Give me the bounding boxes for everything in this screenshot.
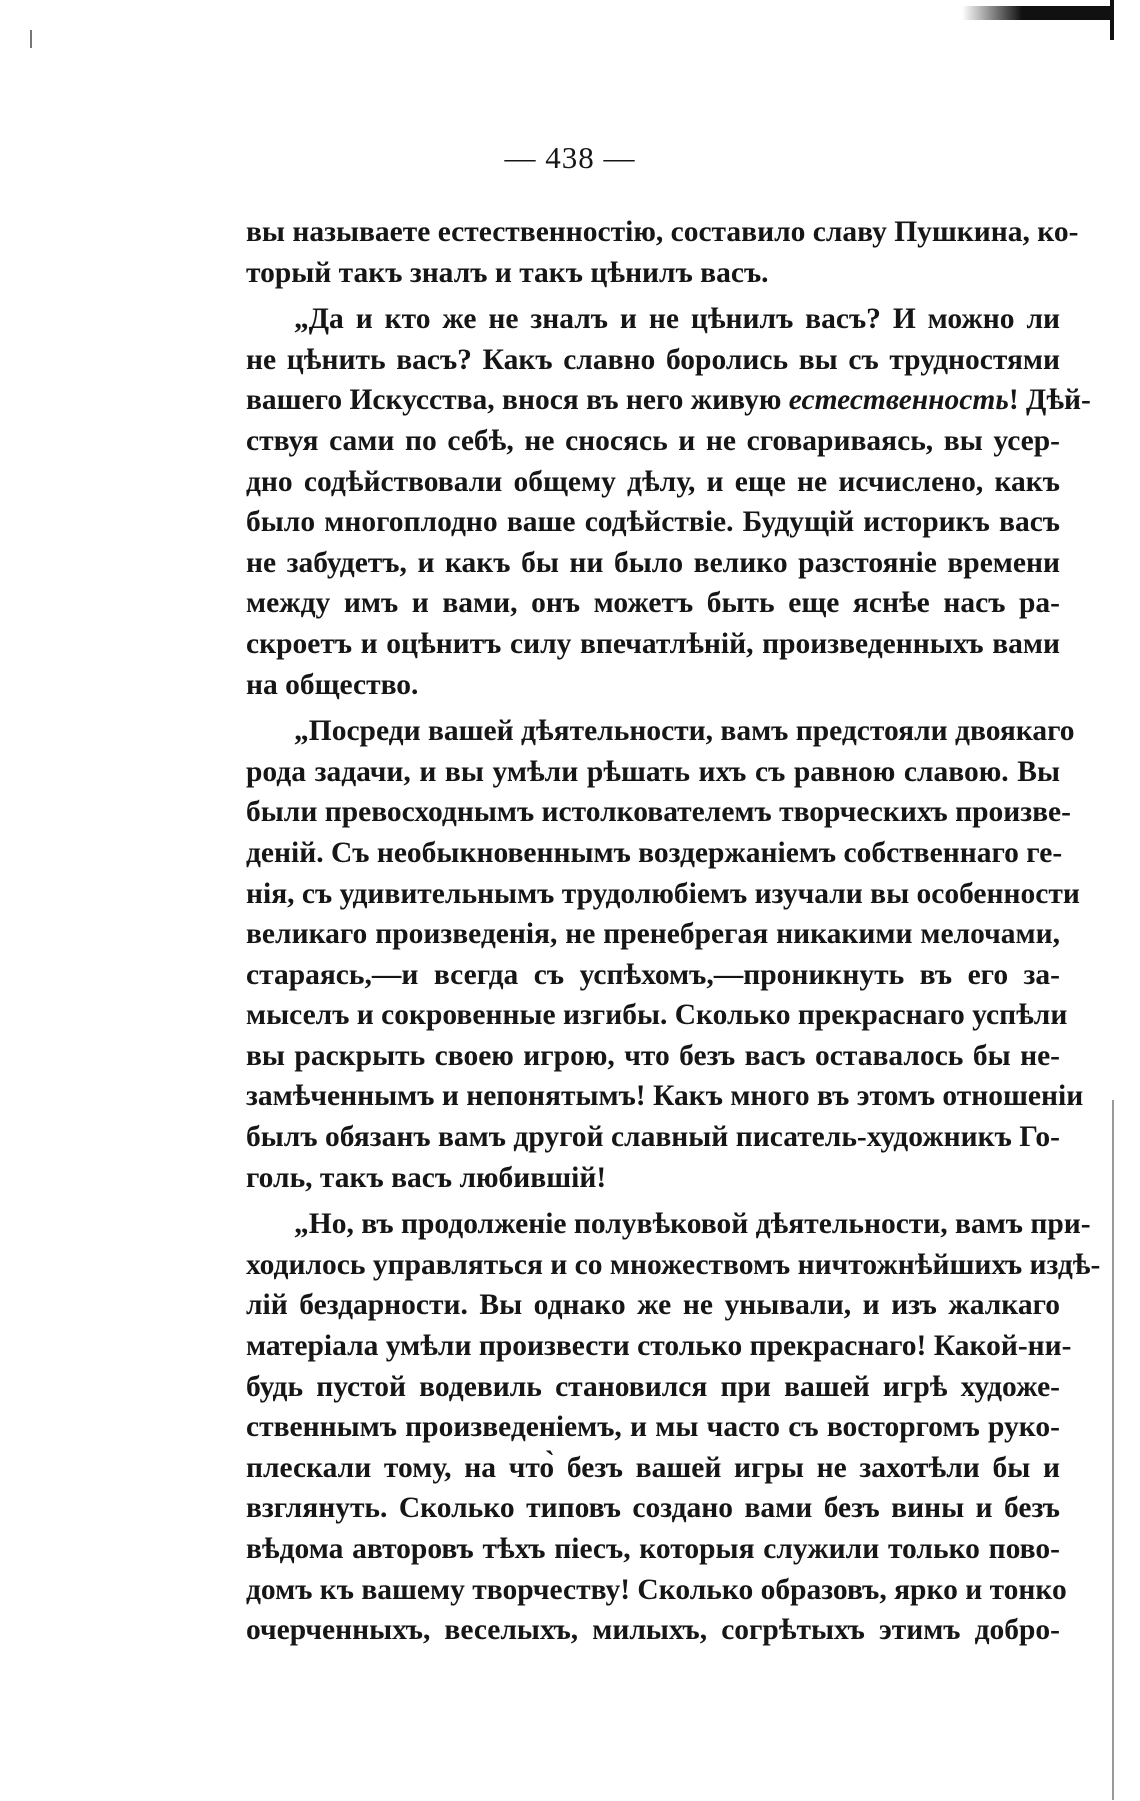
text-line-content: „Но, въ продолженіе полувѣковой дѣятельности, вамъ при- — [294, 1208, 1091, 1241]
text-line-content: рода задачи, и вы умѣли рѣшать ихъ съ равною славою. Вы — [246, 755, 1060, 788]
text-line — [246, 543, 1060, 584]
scan-artifact — [30, 30, 32, 48]
text-line — [246, 955, 1060, 996]
text-line-content: ственнымъ произведеніемъ, и мы часто съ восторгомъ руко- — [246, 1411, 1060, 1444]
text-line — [246, 792, 1071, 833]
text-line-content: скроетъ и оцѣнитъ силу впечатлѣній, произведенныхъ вами — [246, 627, 1060, 660]
text-line-content: „Посреди вашей дѣятельности, вамъ предстояли двоякаго — [294, 715, 1075, 748]
text-line-content: не забудетъ, и какъ бы ни было велико разстояніе времени — [246, 546, 1060, 579]
text-line-content: не цѣнить васъ? Какъ славно боролись вы съ трудностями — [246, 343, 1060, 376]
text-line-content: вы раскрыть своею игрою, что безъ васъ оставалось бы не- — [246, 1039, 1060, 1072]
text-line-content: замѣченнымъ и непонятымъ! Какъ много въ этомъ отношеніи — [246, 1080, 1084, 1113]
text-line — [246, 583, 1060, 624]
emphasized-word: естественность — [788, 384, 1009, 417]
text-line — [246, 1448, 1060, 1489]
text-line — [246, 914, 1060, 955]
text-line-content: ходилось управляться и со множествомъ ничтожнѣйшихъ издѣ- — [246, 1248, 1101, 1281]
text-line — [246, 624, 1060, 665]
text-line — [246, 212, 1079, 253]
text-line — [246, 253, 1060, 294]
text-line-content: деній. Съ необыкновеннымъ воздержаніемъ собственнаго ге- — [246, 836, 1063, 869]
text-line-content: голь, такъ васъ любившій! — [246, 1161, 607, 1194]
body-text — [246, 212, 1101, 1651]
text-line — [246, 299, 1060, 340]
text-line-content: будь пустой водевиль становился при вашей игрѣ художе- — [246, 1370, 1060, 1403]
text-line-content: вѣдома авторовъ тѣхъ піесъ, которыя служили только пово- — [246, 1533, 1060, 1565]
scan-artifact — [1112, 1100, 1114, 1800]
text-line — [246, 1245, 1101, 1286]
text-line-content: было многоплодно ваше содѣйствіе. Будущій историкъ васъ — [246, 506, 1060, 539]
text-line-content: домъ къ вашему творчеству! Сколько образовъ, ярко и тонко — [246, 1573, 1067, 1606]
page-number: — 438 — — [504, 140, 636, 175]
text-line — [246, 380, 1091, 421]
text-line — [246, 833, 1063, 874]
text-line-content: плескали тому, на что̀ безъ вашей игры не захотѣли бы и — [246, 1451, 1060, 1484]
text-line — [246, 502, 1060, 543]
text-line — [246, 462, 1060, 503]
text-line — [246, 1610, 1060, 1651]
text-line-content: взглянуть. Сколько типовъ создано вами безъ вины и безъ — [246, 1492, 1060, 1525]
text-line — [246, 711, 1075, 752]
text-line-content: дно содѣйствовали общему дѣлу, и еще не исчислено, какъ — [246, 465, 1060, 498]
text-line-content: вашего Искусства, внося въ него живую — [246, 384, 789, 417]
text-line-content: между имъ и вами, онъ можетъ быть еще яснѣе насъ ра- — [246, 587, 1060, 620]
text-line-content: лій бездарности. Вы однако же не унывали, и изъ жалкаго — [246, 1289, 1060, 1322]
text-line — [246, 1285, 1060, 1326]
text-line — [246, 995, 1068, 1036]
text-line — [246, 1036, 1060, 1077]
text-line — [246, 1488, 1060, 1529]
text-line-content: ствуя сами по себѣ, не сносясь и не сговариваясь, вы усер- — [246, 424, 1060, 457]
text-line-content: на общество. — [246, 668, 419, 701]
text-line — [246, 1570, 1067, 1611]
text-line — [246, 1117, 1060, 1158]
text-line-content: очерченныхъ, веселыхъ, милыхъ, согрѣтыхъ этимъ добро- — [246, 1614, 1060, 1647]
scan-artifact — [962, 6, 1112, 20]
text-line-content: были превосходнымъ истолкователемъ творческихъ произве- — [246, 796, 1071, 829]
text-line-content: мыселъ и сокровенные изгибы. Сколько прекраснаго успѣли — [246, 999, 1068, 1032]
text-line — [246, 1158, 1060, 1199]
text-line — [246, 421, 1060, 462]
text-line-content: былъ обязанъ вамъ другой славный писатель-художникъ Го- — [246, 1121, 1060, 1154]
text-line — [246, 1529, 1060, 1570]
text-line-content: стараясь,—и всегда съ успѣхомъ,—проникнуть въ его за- — [246, 958, 1060, 991]
text-line — [246, 1326, 1072, 1367]
text-line-tail: ! Дѣй- — [1008, 384, 1091, 417]
text-line — [246, 1407, 1060, 1448]
text-line-content: матеріала умѣли произвести столько прекраснаго! Какой-ни- — [246, 1330, 1072, 1363]
text-line — [246, 1076, 1084, 1117]
text-line — [246, 874, 1080, 915]
text-line-content: торый такъ зналъ и такъ цѣнилъ васъ. — [246, 256, 769, 289]
text-line — [246, 1367, 1060, 1408]
text-line — [246, 752, 1060, 793]
text-line — [246, 340, 1060, 381]
text-line-content: вы называете естественностію, составило славу Пушкина, ко- — [246, 216, 1079, 248]
text-line-content: нія, съ удивительнымъ трудолюбіемъ изучали вы особенности — [246, 877, 1080, 910]
text-line — [246, 665, 1060, 706]
text-line — [246, 1204, 1091, 1245]
text-line-content: „Да и кто же не зналъ и не цѣнилъ васъ? И можно ли — [294, 303, 1060, 336]
text-line-content: великаго произведенія, не пренебрегая никакими мелочами, — [246, 918, 1060, 951]
